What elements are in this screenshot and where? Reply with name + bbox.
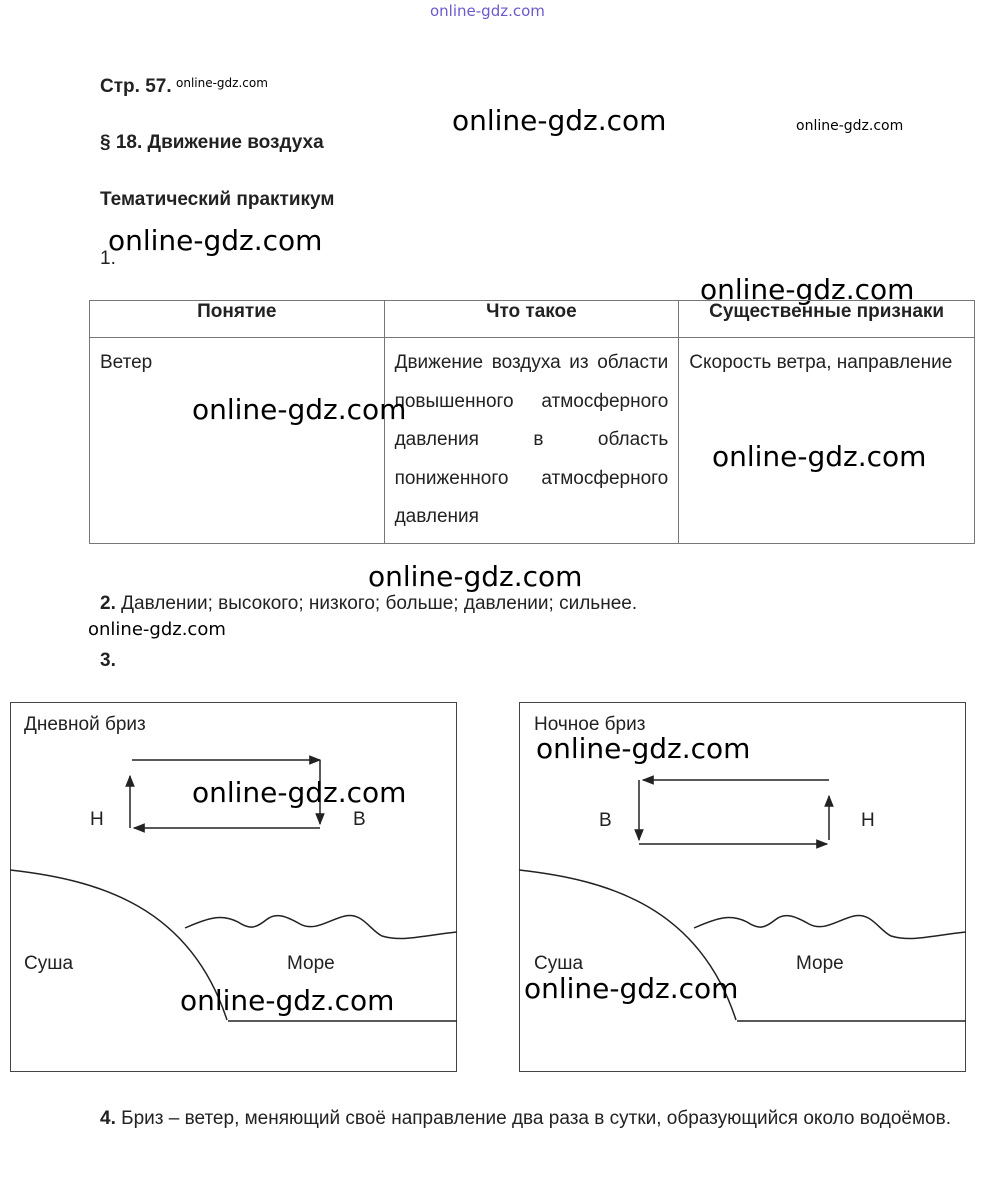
watermark: online-gdz.com: [524, 972, 739, 1005]
table-header-features: Существенные признаки: [679, 301, 975, 338]
watermark-top: online-gdz.com: [430, 2, 545, 20]
table-cell-features: Скорость ветра, направление: [679, 338, 975, 544]
diagram-title: Дневной бриз: [24, 714, 146, 735]
subtitle: Тематический практикум: [100, 189, 335, 210]
question-2-number: 2.: [100, 593, 116, 614]
pressure-label-left: В: [599, 810, 612, 831]
watermark: online-gdz.com: [192, 776, 407, 809]
question-2: [100, 593, 637, 615]
pressure-label-left: Н: [90, 809, 104, 830]
land-label: Суша: [24, 953, 74, 974]
sea-surface: [694, 915, 966, 938]
section-title: § 18. Движение воздуха: [100, 132, 324, 153]
sea-surface: [185, 915, 457, 938]
question-4: [100, 1100, 964, 1138]
watermark: online-gdz.com: [192, 393, 407, 426]
land-label: Суша: [534, 953, 584, 974]
table-header-definition: Что такое: [384, 301, 679, 338]
sea-label: Море: [287, 953, 335, 974]
watermark: online-gdz.com: [368, 560, 583, 593]
watermark: online-gdz.com: [108, 224, 323, 257]
watermark: online-gdz.com: [536, 732, 751, 765]
watermark-small: online-gdz.com: [176, 76, 268, 90]
question-3-number: 3.: [100, 650, 116, 671]
watermark: online-gdz.com: [712, 440, 927, 473]
question-2-answer: Давлении; высокого; низкого; больше; давлении; сильнее.: [121, 593, 638, 614]
sea-label: Море: [796, 953, 844, 974]
table-header-row: [90, 301, 975, 338]
question-4-answer: Бриз – ветер, меняющий своё направление два раза в сутки, образующийся около водоёмов.: [121, 1108, 951, 1129]
question-1-number: 1.: [100, 248, 116, 269]
table-cell-definition: Движение воздуха из области повышенного атмосферного давления в область пониженного атмосферного давления: [384, 338, 679, 544]
table-cell-concept: Ветер: [90, 338, 385, 544]
watermark: online-gdz.com: [88, 619, 226, 640]
pressure-label-right: В: [353, 809, 366, 830]
pressure-label-right: Н: [861, 810, 875, 831]
watermark-small: online-gdz.com: [796, 118, 904, 134]
table-header-concept: Понятие: [90, 301, 385, 338]
question-4-number: 4.: [100, 1108, 116, 1129]
watermark: online-gdz.com: [700, 273, 915, 306]
page-reference: Стр. 57.: [100, 76, 172, 97]
watermark: online-gdz.com: [180, 984, 395, 1017]
watermark: online-gdz.com: [452, 104, 667, 137]
diagram-title: Ночное бриз: [534, 714, 646, 735]
